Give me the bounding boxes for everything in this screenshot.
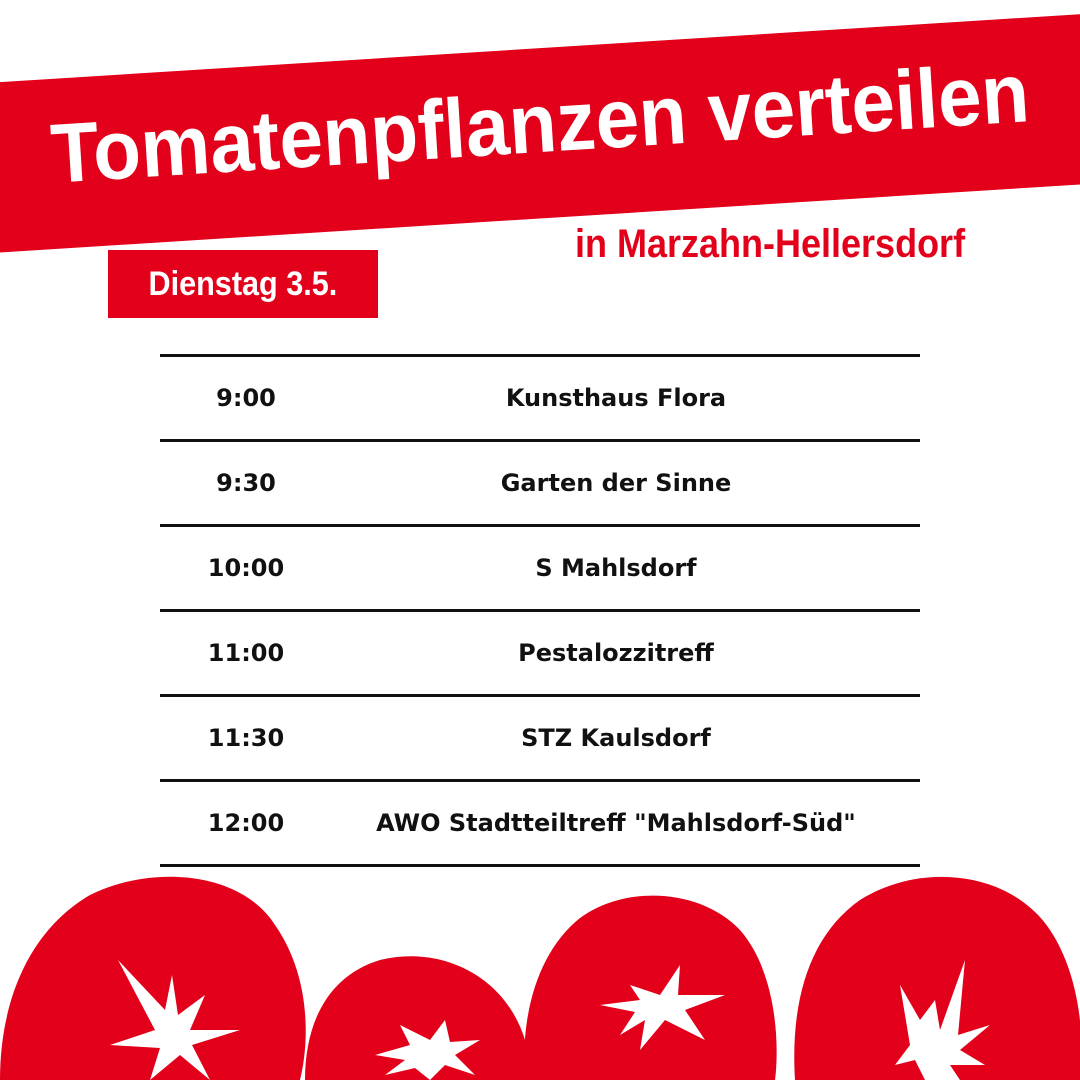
place-cell: Garten der Sinne: [500, 469, 732, 497]
tomato-decoration: [0, 860, 1080, 1080]
table-row: [160, 357, 920, 442]
place-cell: S Mahlsdorf: [535, 554, 697, 582]
table-row: [160, 782, 920, 867]
place-cell: STZ Kaulsdorf: [521, 724, 711, 752]
tomato-slice-icon: [0, 877, 306, 1080]
table-row: [160, 527, 920, 612]
date-badge: [108, 250, 378, 318]
tomato-slice-icon: [524, 896, 776, 1080]
page-title: Tomatenpflanzen verteilen: [48, 45, 1032, 201]
time-cell: 10:00: [207, 554, 285, 582]
place-cell: Pestalozzitreff: [518, 639, 714, 667]
table-row: [160, 697, 920, 782]
date-label: Dienstag 3.5.: [148, 264, 338, 303]
time-cell: 9:30: [216, 469, 276, 497]
time-cell: 9:00: [216, 384, 276, 412]
location-subtitle: in Marzahn-Hellersdorf: [575, 222, 966, 266]
table-row: [160, 612, 920, 697]
time-cell: 11:00: [207, 639, 285, 667]
table-row: [160, 442, 920, 527]
time-cell: 12:00: [207, 809, 285, 837]
schedule-table: [160, 354, 920, 867]
place-cell: Kunsthaus Flora: [505, 384, 727, 412]
time-cell: 11:30: [207, 724, 285, 752]
place-cell: AWO Stadtteiltreff "Mahlsdorf-Süd": [376, 809, 856, 837]
